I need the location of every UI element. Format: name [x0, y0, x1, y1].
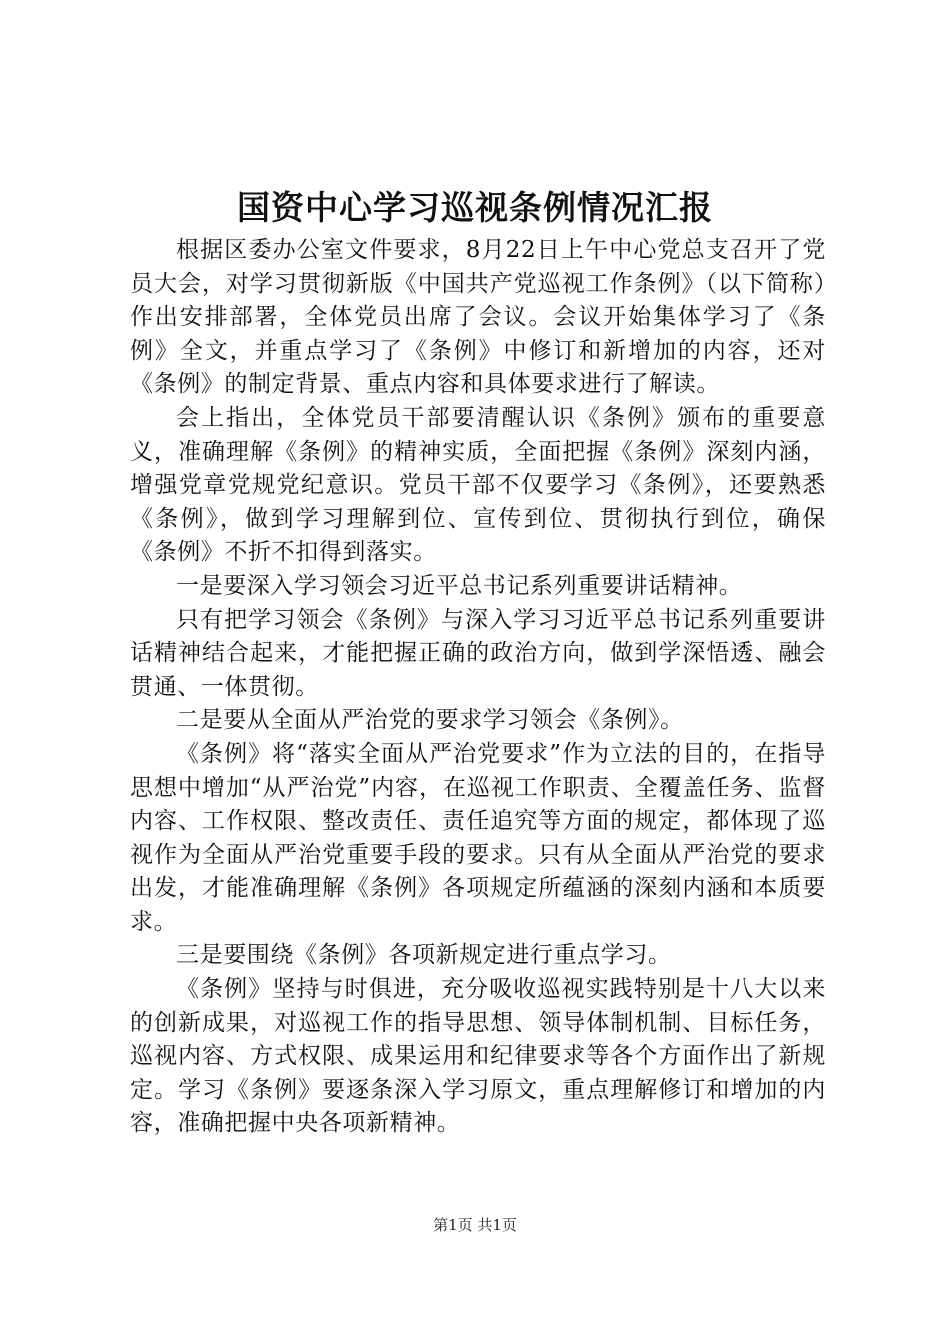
- paragraph: 一是要深入学习领会习近平总书记系列重要讲话精神。: [176, 572, 743, 599]
- document-body: [130, 234, 826, 1141]
- document-title: 国资中心学习巡视条例情况汇报: [237, 188, 713, 227]
- paragraph: 只有把学习领会《条例》与深入学习习近平总书记系列重要讲话精神结合起来，才能把握正确的政治方向，做到学深悟透、融会贯通、一体贯彻。: [130, 606, 826, 700]
- paragraph: 会上指出，全体党员干部要清醒认识《条例》颁布的重要意义，准确理解《条例》的精神实质，全面把握《条例》深刻内涵，增强党章党规党纪意识。党员干部不仅要学习《条例》，还要熟悉《条例》，做到学习理解到位、宣传到位、贯彻执行到位，确保《条例》不折不扣得到落实。: [130, 404, 826, 566]
- paragraph: 根据区委办公室文件要求，8月22日上午中心党总支召开了党员大会，对学习贯彻新版《中国共产党巡视工作条例》（以下简称）作出安排部署，全体党员出席了会议。会议开始集体学习了《条例》全文，并重点学习了《条例》中修订和新增加的内容，还对《条例》的制定背景、重点内容和具体要求进行了解读。: [130, 237, 826, 398]
- paragraph: 三是要围绕《条例》各项新规定进行重点学习。: [176, 942, 672, 969]
- paragraph: 二是要从全面从严治党的要求学习领会《条例》。: [176, 707, 684, 734]
- page-footer: 第1页 共1页: [433, 1216, 517, 1234]
- paragraph: 《条例》将“落实全面从严治党要求”作为立法的目的，在指导思想中增加“从严治党”内容，在巡视工作职责、全覆盖任务、监督内容、工作权限、整改责任、责任追究等方面的规定，都体现了巡视作为全面从严治党重要手段的要求。只有从全面从严治党的要求出发，才能准确理解《条例》各项规定所蕴涵的深刻内涵和本质要求。: [130, 740, 826, 935]
- paragraph: 《条例》坚持与时俱进，充分吸收巡视实践特别是十八大以来的创新成果，对巡视工作的指导思想、领导体制机制、目标任务，巡视内容、方式权限、成果运用和纪律要求等各个方面作出了新规定。学习《条例》要逐条深入学习原文，重点理解修订和增加的内容，准确把握中央各项新精神。: [130, 976, 826, 1137]
